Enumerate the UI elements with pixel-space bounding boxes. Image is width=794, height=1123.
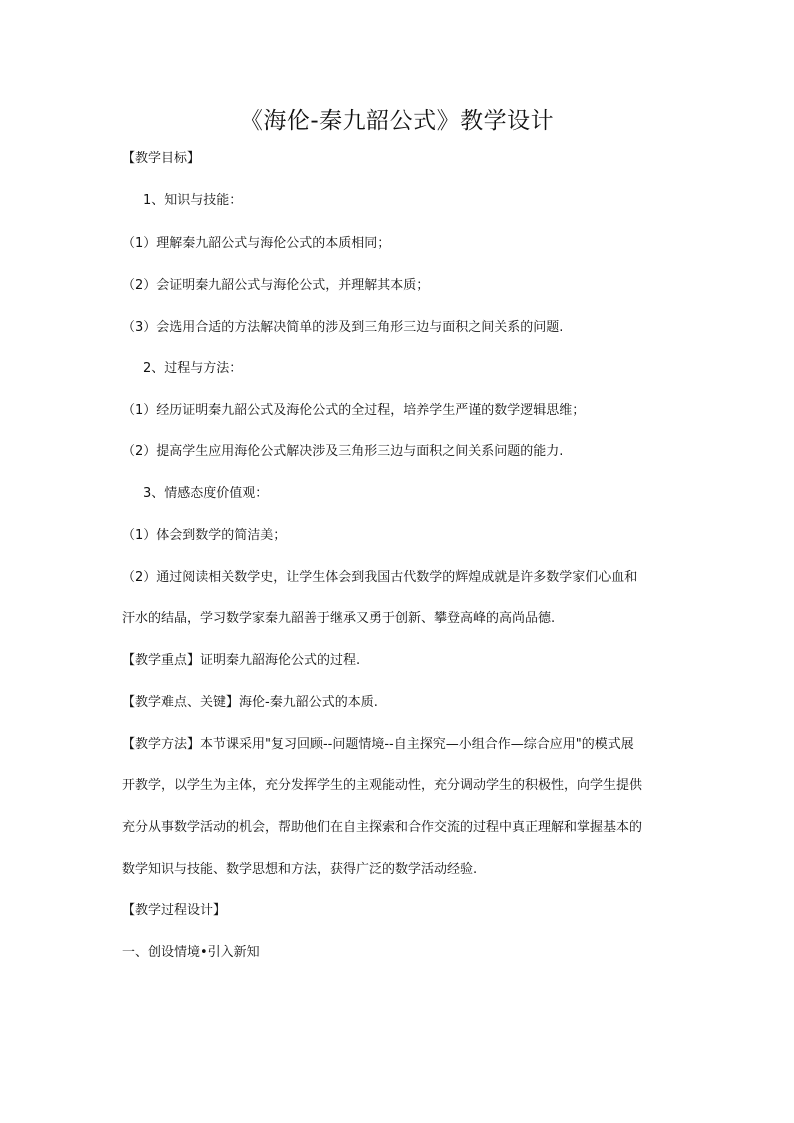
teaching-difficulty: 【教学难点、关键】海伦-秦九韶公式的本质. [122, 695, 378, 710]
teaching-method-line-3: 充分从事数学活动的机会，帮助他们在自主探索和合作交流的过程中真正理解和掌握基本的 [122, 820, 643, 835]
goal-item-2-2: （2）提高学生应用海伦公式解决涉及三角形三边与面积之间关系问题的能力. [122, 444, 564, 459]
process-step-1-heading: 一、创设情境•引入新知 [122, 945, 260, 960]
subheading-attitude-values: 3、情感态度价值观： [143, 486, 269, 501]
goal-item-1-2: （2）会证明秦九韶公式与海伦公式，并理解其本质； [122, 278, 430, 293]
goal-item-3-2-continued: 汗水的结晶，学习数学家秦九韶善于继承又勇于创新、攀登高峰的高尚品德. [122, 611, 556, 626]
subheading-knowledge-skills: 1、知识与技能： [143, 193, 243, 208]
goal-item-1-3: （3）会选用合适的方法解决简单的涉及到三角形三边与面积之间关系的问题. [122, 320, 564, 335]
teaching-method-line-1: 【教学方法】本节课采用"复习回顾--问题情境--自主探究—小组合作—综合应用"的模式展 [122, 737, 634, 752]
goal-item-2-1: （1）经历证明秦九韶公式及海伦公式的全过程，培养学生严谨的数学逻辑思维； [122, 403, 586, 418]
teaching-method-line-2: 开教学，以学生为主体，充分发挥学生的主观能动性，充分调动学生的积极性，向学生提供 [122, 778, 643, 793]
section-heading-teaching-goals: 【教学目标】 [122, 151, 201, 166]
subheading-process-method: 2、过程与方法： [143, 361, 243, 376]
goal-item-1-1: （1）理解秦九韶公式与海伦公式的本质相同； [122, 236, 391, 251]
teaching-method-line-4: 数学知识与技能、数学思想和方法，获得广泛的数学活动经验. [122, 862, 478, 877]
goal-item-3-2: （2）通过阅读相关数学史，让学生体会到我国古代数学的辉煌成就是许多数学家们心血和 [122, 570, 638, 585]
document-title: 《海伦-秦九韶公式》教学设计 [239, 108, 555, 134]
teaching-key-point: 【教学重点】证明秦九韶海伦公式的过程. [122, 653, 361, 668]
goal-item-3-1: （1）体会到数学的简洁美； [122, 528, 287, 543]
section-heading-process-design: 【教学过程设计】 [122, 903, 227, 918]
